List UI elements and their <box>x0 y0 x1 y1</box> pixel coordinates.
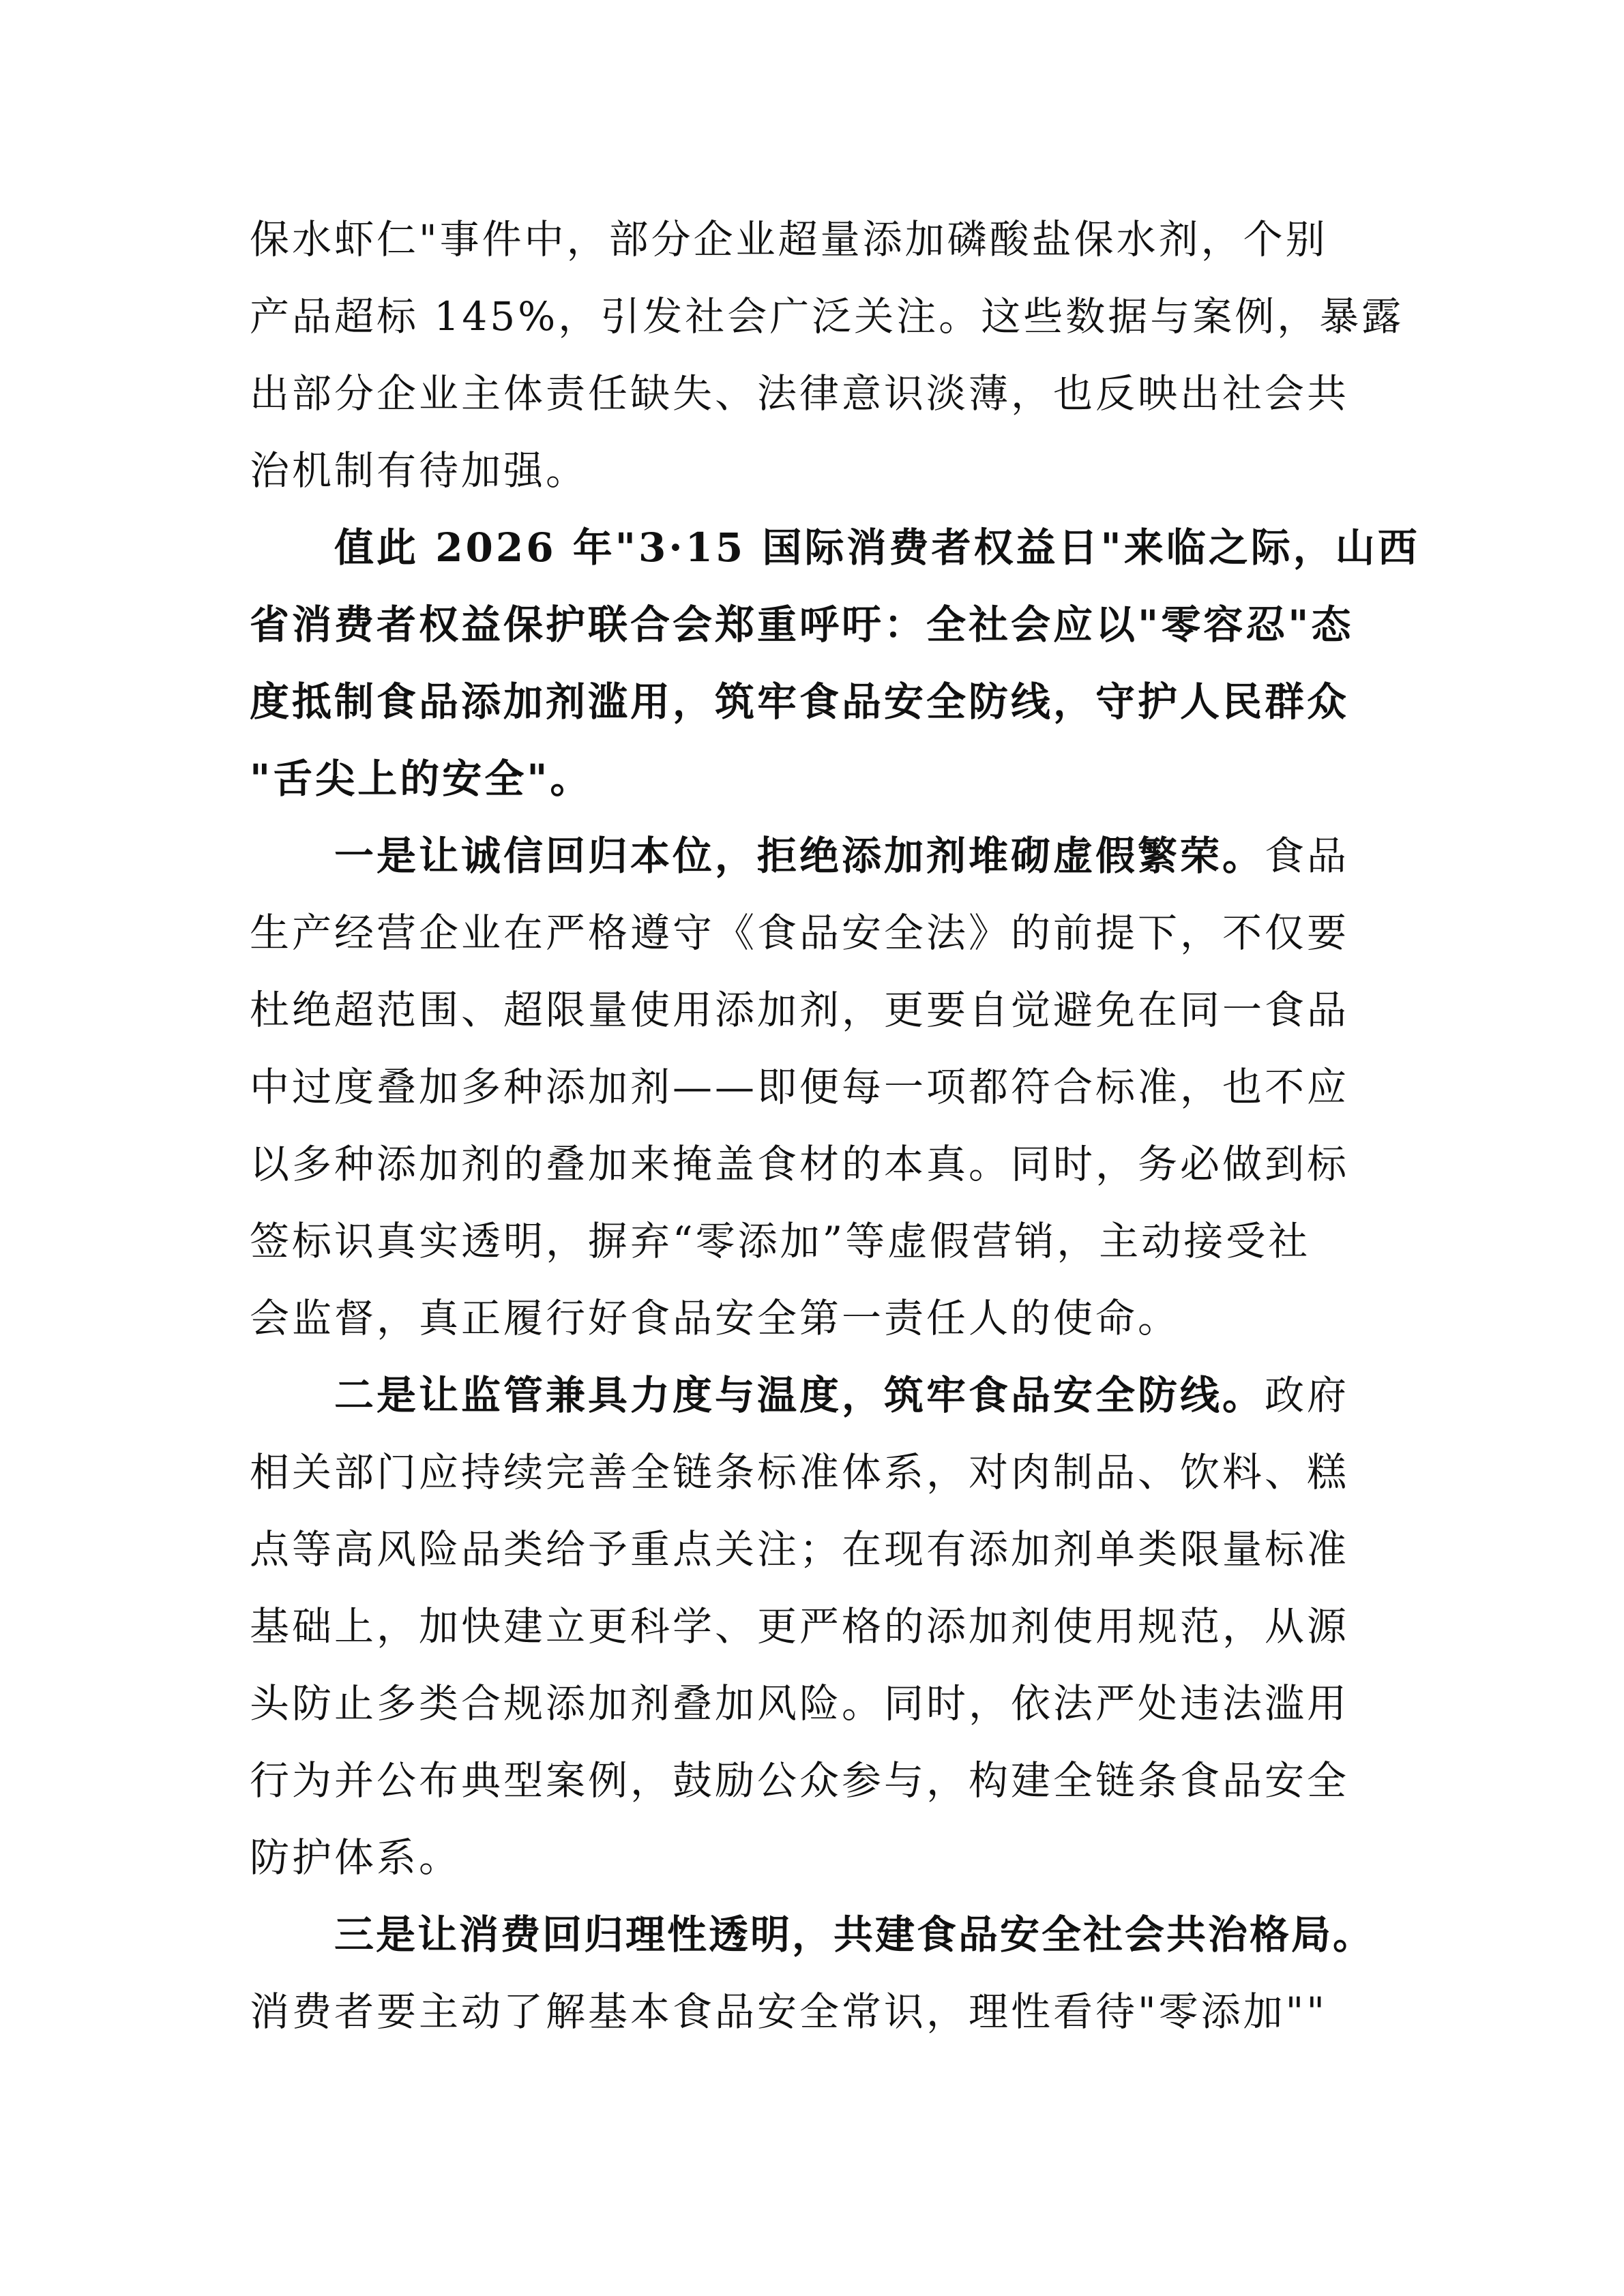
text-run: 签标识真实透明，摒弃“零添加”等虚假营销，主动接受社 <box>250 1218 1311 1264</box>
paragraph-point-three <box>250 1896 1382 2051</box>
text-line <box>250 741 1382 818</box>
paragraph-appeal <box>250 509 1420 818</box>
text-line <box>250 1049 1382 1126</box>
text-run: 相关部门应持续完善全链条标准体系，对肉制品、饮料、糕 <box>250 1449 1350 1495</box>
point-heading: 一是让诚信回归本位，拒绝添加剂堆砌虚假繁荣。 <box>334 833 1265 879</box>
text-line <box>250 895 1382 972</box>
text-run: 中过度叠加多种添加剂——即便每一项都符合标准，也不应 <box>250 1064 1350 1110</box>
text-run: 防护体系。 <box>250 1834 462 1881</box>
text-run: 行为并公布典型案例，鼓励公众参与，构建全链条食品安全 <box>250 1757 1350 1804</box>
text-line <box>250 1665 1382 1742</box>
text-line <box>250 1896 1382 1973</box>
text-line <box>250 432 1382 509</box>
text-line <box>250 1742 1382 1819</box>
text-line <box>250 1973 1382 2051</box>
text-line <box>250 586 1382 664</box>
paragraph-point-one <box>250 818 1382 1357</box>
text-line <box>250 1357 1382 1434</box>
point-heading: 二是让监管兼具力度与温度，筑牢食品安全防线。 <box>334 1372 1265 1418</box>
text-run: 生产经营企业在严格遵守《食品安全法》的前提下，不仅要 <box>250 910 1350 956</box>
text-line <box>250 664 1382 741</box>
text-run: 基础上，加快建立更科学、更严格的添加剂使用规范，从源 <box>250 1603 1350 1650</box>
text-run: 会监督，真正履行好食品安全第一责任人的使命。 <box>250 1295 1181 1341</box>
text-line <box>250 355 1382 432</box>
text-line <box>250 1819 1382 1896</box>
text-line <box>250 818 1382 895</box>
text-run: 出部分企业主体责任缺失、法律意识淡薄，也反映出社会共 <box>250 370 1350 417</box>
text-run: 食品 <box>1265 833 1350 879</box>
text-line <box>250 1511 1382 1588</box>
text-run: 杜绝超范围、超限量使用添加剂，更要自觉避免在同一食品 <box>250 987 1350 1033</box>
text-run: 政府 <box>1265 1372 1350 1418</box>
text-run: 消费者要主动了解基本食品安全常识，理性看待"零添加"" <box>250 1988 1328 2035</box>
text-run: 点等高风险品类给予重点关注；在现有添加剂单类限量标准 <box>250 1526 1350 1572</box>
bold-text-run: "舌尖上的安全"。 <box>250 756 593 802</box>
text-line <box>250 1280 1382 1357</box>
text-line <box>250 972 1382 1049</box>
bold-text-run: 度抵制食品添加剂滥用，筑牢食品安全防线，守护人民群众 <box>250 679 1350 725</box>
bold-text-run: 省消费者权益保护联合会郑重呼吁：全社会应以"零容忍"态 <box>250 601 1354 648</box>
text-run: 保水虾仁"事件中，部分企业超量添加磷酸盐保水剂，个别 <box>250 216 1328 263</box>
bold-text-run: 值此 2026 年"3·15 国际消费者权益日"来临之际，山西 <box>334 524 1420 571</box>
point-heading: 三是让消费回归理性透明，共建食品安全社会共治格局。 <box>334 1911 1375 1958</box>
text-line <box>250 1126 1382 1203</box>
text-run: 产品超标 145%，引发社会广泛关注。这些数据与案例，暴露 <box>250 293 1404 340</box>
text-line <box>250 509 1420 586</box>
text-line <box>250 278 1404 355</box>
text-line <box>250 1588 1382 1665</box>
text-run: 以多种添加剂的叠加来掩盖食材的本真。同时，务必做到标 <box>250 1141 1350 1187</box>
paragraph-point-two <box>250 1357 1382 1896</box>
text-line <box>250 201 1382 278</box>
text-run: 治机制有待加强。 <box>250 447 589 494</box>
paragraph-case-summary <box>250 201 1404 509</box>
text-run: 头防止多类合规添加剂叠加风险。同时，依法严处违法滥用 <box>250 1680 1350 1727</box>
text-line <box>250 1203 1382 1280</box>
text-line <box>250 1434 1382 1511</box>
document-page <box>250 201 1420 2051</box>
